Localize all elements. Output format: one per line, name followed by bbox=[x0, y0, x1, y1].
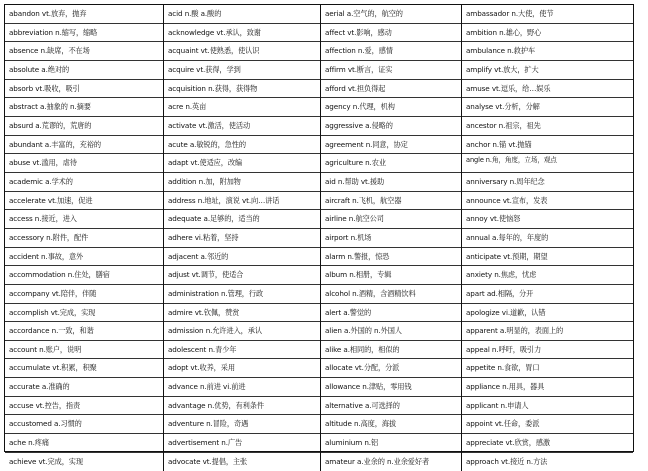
table-cell: absolute a.绝对的 bbox=[5, 61, 163, 80]
table-column-4 bbox=[462, 5, 633, 471]
table-cell: annual a.每年的，年度的 bbox=[462, 229, 633, 248]
table-cell: adequate a.足够的，适当的 bbox=[164, 210, 320, 229]
table-cell: accompany vt.陪伴，伴随 bbox=[5, 285, 163, 304]
table-cell: account n.账户，说明 bbox=[5, 341, 163, 360]
table-cell: advance n.前进 vi.前进 bbox=[164, 378, 320, 397]
table-cell: afford vt.担负得起 bbox=[321, 80, 461, 99]
table-cell: alternative a.可选择的 bbox=[321, 397, 461, 416]
table-cell: acre n.英亩 bbox=[164, 98, 320, 117]
table-cell: ache n.疼痛 bbox=[5, 434, 163, 453]
table-cell: absence n.缺席，不在场 bbox=[5, 42, 163, 61]
table-cell: anchor n.锚 vt.抛锚 bbox=[462, 136, 633, 155]
table-cell: advocate vt.提倡，主张 bbox=[168, 456, 248, 466]
table-cell: allocate vt.分配，分派 bbox=[321, 359, 461, 378]
table-cell: address n.地址，演说 vt.向…讲话 bbox=[164, 192, 320, 211]
table-cell: amplify vt.放大，扩大 bbox=[462, 61, 633, 80]
table-cell: affirm vt.断言，证实 bbox=[321, 61, 461, 80]
table-cell: affection n.爱，感情 bbox=[321, 42, 461, 61]
table-cell: accustomed a.习惯的 bbox=[5, 415, 163, 434]
table-cell: alert a.警觉的 bbox=[321, 304, 461, 323]
table-cell: aggressive a.侵略的 bbox=[321, 117, 461, 136]
table-cell: annoy vt.使恼怒 bbox=[462, 210, 633, 229]
table-cell: acute a.敏锐的，急性的 bbox=[164, 136, 320, 155]
table-cell: amateur a.业余的 n.业余爱好者 bbox=[325, 456, 430, 466]
table-cell: abandon vt.放弃，抛弃 bbox=[5, 5, 163, 24]
table-cell: adjacent a.邻近的 bbox=[164, 248, 320, 267]
table-cell: analyse vt.分析，分解 bbox=[462, 98, 633, 117]
table-cell: aerial a.空气的，航空的 bbox=[321, 5, 461, 24]
table-cell: advantage n.优势，有利条件 bbox=[164, 397, 320, 416]
table-column-3 bbox=[321, 5, 462, 471]
table-cell: acquisition n.获得，获得物 bbox=[164, 80, 320, 99]
table-cell: appetite n.食欲，胃口 bbox=[462, 359, 633, 378]
table-cell: acknowledge vt.承认，致谢 bbox=[164, 24, 320, 43]
table-cell: appoint vt.任命，委派 bbox=[462, 415, 633, 434]
table-cell: absurd a.荒谬的，荒唐的 bbox=[5, 117, 163, 136]
table-cell: aluminium n.铝 bbox=[321, 434, 461, 453]
table-cell: academic a.学术的 bbox=[5, 173, 163, 192]
table-cell: appeal n.呼吁，吸引力 bbox=[462, 341, 633, 360]
table-cell: absorb vt.吸收，吸引 bbox=[5, 80, 163, 99]
table-cell: access n.接近，进入 bbox=[5, 210, 163, 229]
table-cell: applicant n.申请人 bbox=[462, 397, 633, 416]
table-cell: ambassador n.大使，使节 bbox=[462, 5, 633, 24]
table-cell: alien a.外国的 n.外国人 bbox=[321, 322, 461, 341]
table-cell: anticipate vt.预期，期望 bbox=[462, 248, 633, 267]
table-cell: adventure n.冒险，奇遇 bbox=[164, 415, 320, 434]
table-cell: apologize vi.道歉，认错 bbox=[462, 304, 633, 323]
table-cell: admire vt.钦佩，赞赏 bbox=[164, 304, 320, 323]
table-cell: accessory n.附件，配件 bbox=[5, 229, 163, 248]
table-cell: appreciate vt.欣赏，感激 bbox=[462, 434, 633, 453]
table-cell: apart ad.相隔，分开 bbox=[462, 285, 633, 304]
table-cell: angle n.角，角度，立场，观点 bbox=[462, 154, 633, 173]
table-cell: alarm n.警报，惊恐 bbox=[321, 248, 461, 267]
table-cell: acquire vt.获得，学到 bbox=[164, 61, 320, 80]
table-cell: achieve vt.完成，实现 bbox=[9, 456, 83, 466]
table-cell: alcohol n.酒精，含酒精饮料 bbox=[321, 285, 461, 304]
table-cell: announce vt.宣布，发表 bbox=[462, 192, 633, 211]
table-cell: ancestor n.祖宗，祖先 bbox=[462, 117, 633, 136]
table-cell: alike a.相同的，相似的 bbox=[321, 341, 461, 360]
table-cell: aid n.帮助 vt.援助 bbox=[321, 173, 461, 192]
table-cell: ambulance n.救护车 bbox=[462, 42, 633, 61]
table-cell: abuse vt.滥用，虐待 bbox=[5, 154, 163, 173]
table-cell: appliance n.用具，器具 bbox=[462, 378, 633, 397]
table-cell: addition n.加，附加物 bbox=[164, 173, 320, 192]
table-cell: accumulate vt.积累，积聚 bbox=[5, 359, 163, 378]
table-cell: anxiety n.焦虑，忧虑 bbox=[462, 266, 633, 285]
table-cell: admission n.允许进入，承认 bbox=[164, 322, 320, 341]
table-cell: anniversary n.周年纪念 bbox=[462, 173, 633, 192]
table-cell: apparent a.明显的，表面上的 bbox=[462, 322, 633, 341]
table-cell: abstract a.抽象的 n.摘要 bbox=[5, 98, 163, 117]
table-cell: acid n.酸 a.酸的 bbox=[164, 5, 320, 24]
table-cell: adolescent n.青少年 bbox=[164, 341, 320, 360]
table-cell: ambition n.雄心，野心 bbox=[462, 24, 633, 43]
table-cell: administration n.管理，行政 bbox=[164, 285, 320, 304]
table-column-1 bbox=[5, 5, 164, 471]
table-cell: accelerate vt.加速，促进 bbox=[5, 192, 163, 211]
table-cell: accomplish vt.完成，实现 bbox=[5, 304, 163, 323]
table-cell: aircraft n.飞机，航空器 bbox=[321, 192, 461, 211]
table-cell: abundant a.丰富的，充裕的 bbox=[5, 136, 163, 155]
table-cell: amuse vt.逗乐，给…娱乐 bbox=[462, 80, 633, 99]
table-cell: accuse vt.控告，指责 bbox=[5, 397, 163, 416]
table-cell: adjust vt.调节，使适合 bbox=[164, 266, 320, 285]
table-cell: acquaint vt.使熟悉，使认识 bbox=[164, 42, 320, 61]
table-cell: activate vt.激活，使活动 bbox=[164, 117, 320, 136]
table-cell: adopt vt.收养，采用 bbox=[164, 359, 320, 378]
table-cell: album n.相册，专辑 bbox=[321, 266, 461, 285]
vocabulary-table bbox=[4, 4, 634, 466]
table-cell: accurate a.准确的 bbox=[5, 378, 163, 397]
table-cell: agriculture n.农业 bbox=[321, 154, 461, 173]
table-cell: accommodation n.住处，膳宿 bbox=[5, 266, 163, 285]
table-cell: abbreviation n.缩写，缩略 bbox=[5, 24, 163, 43]
table-cell: altitude n.高度，海拔 bbox=[321, 415, 461, 434]
table-cell: accordance n.一致，和谐 bbox=[5, 322, 163, 341]
table-cell: advertisement n.广告 bbox=[164, 434, 320, 453]
table-cell: affect vt.影响，感动 bbox=[321, 24, 461, 43]
table-cell: agency n.代理，机构 bbox=[321, 98, 461, 117]
table-cell: accident n.事故，意外 bbox=[5, 248, 163, 267]
table-cell: adhere vi.粘着，坚持 bbox=[164, 229, 320, 248]
table-cell: airport n.机场 bbox=[321, 229, 461, 248]
table-cell: airline n.航空公司 bbox=[321, 210, 461, 229]
table-cell: allowance n.津贴，零用钱 bbox=[321, 378, 461, 397]
table-cell: approach vt.接近 n.方法 bbox=[466, 456, 548, 466]
table-cell: adapt vt.使适应，改编 bbox=[164, 154, 320, 173]
table-cell: agreement n.同意，协定 bbox=[321, 136, 461, 155]
table-column-2 bbox=[164, 5, 321, 471]
